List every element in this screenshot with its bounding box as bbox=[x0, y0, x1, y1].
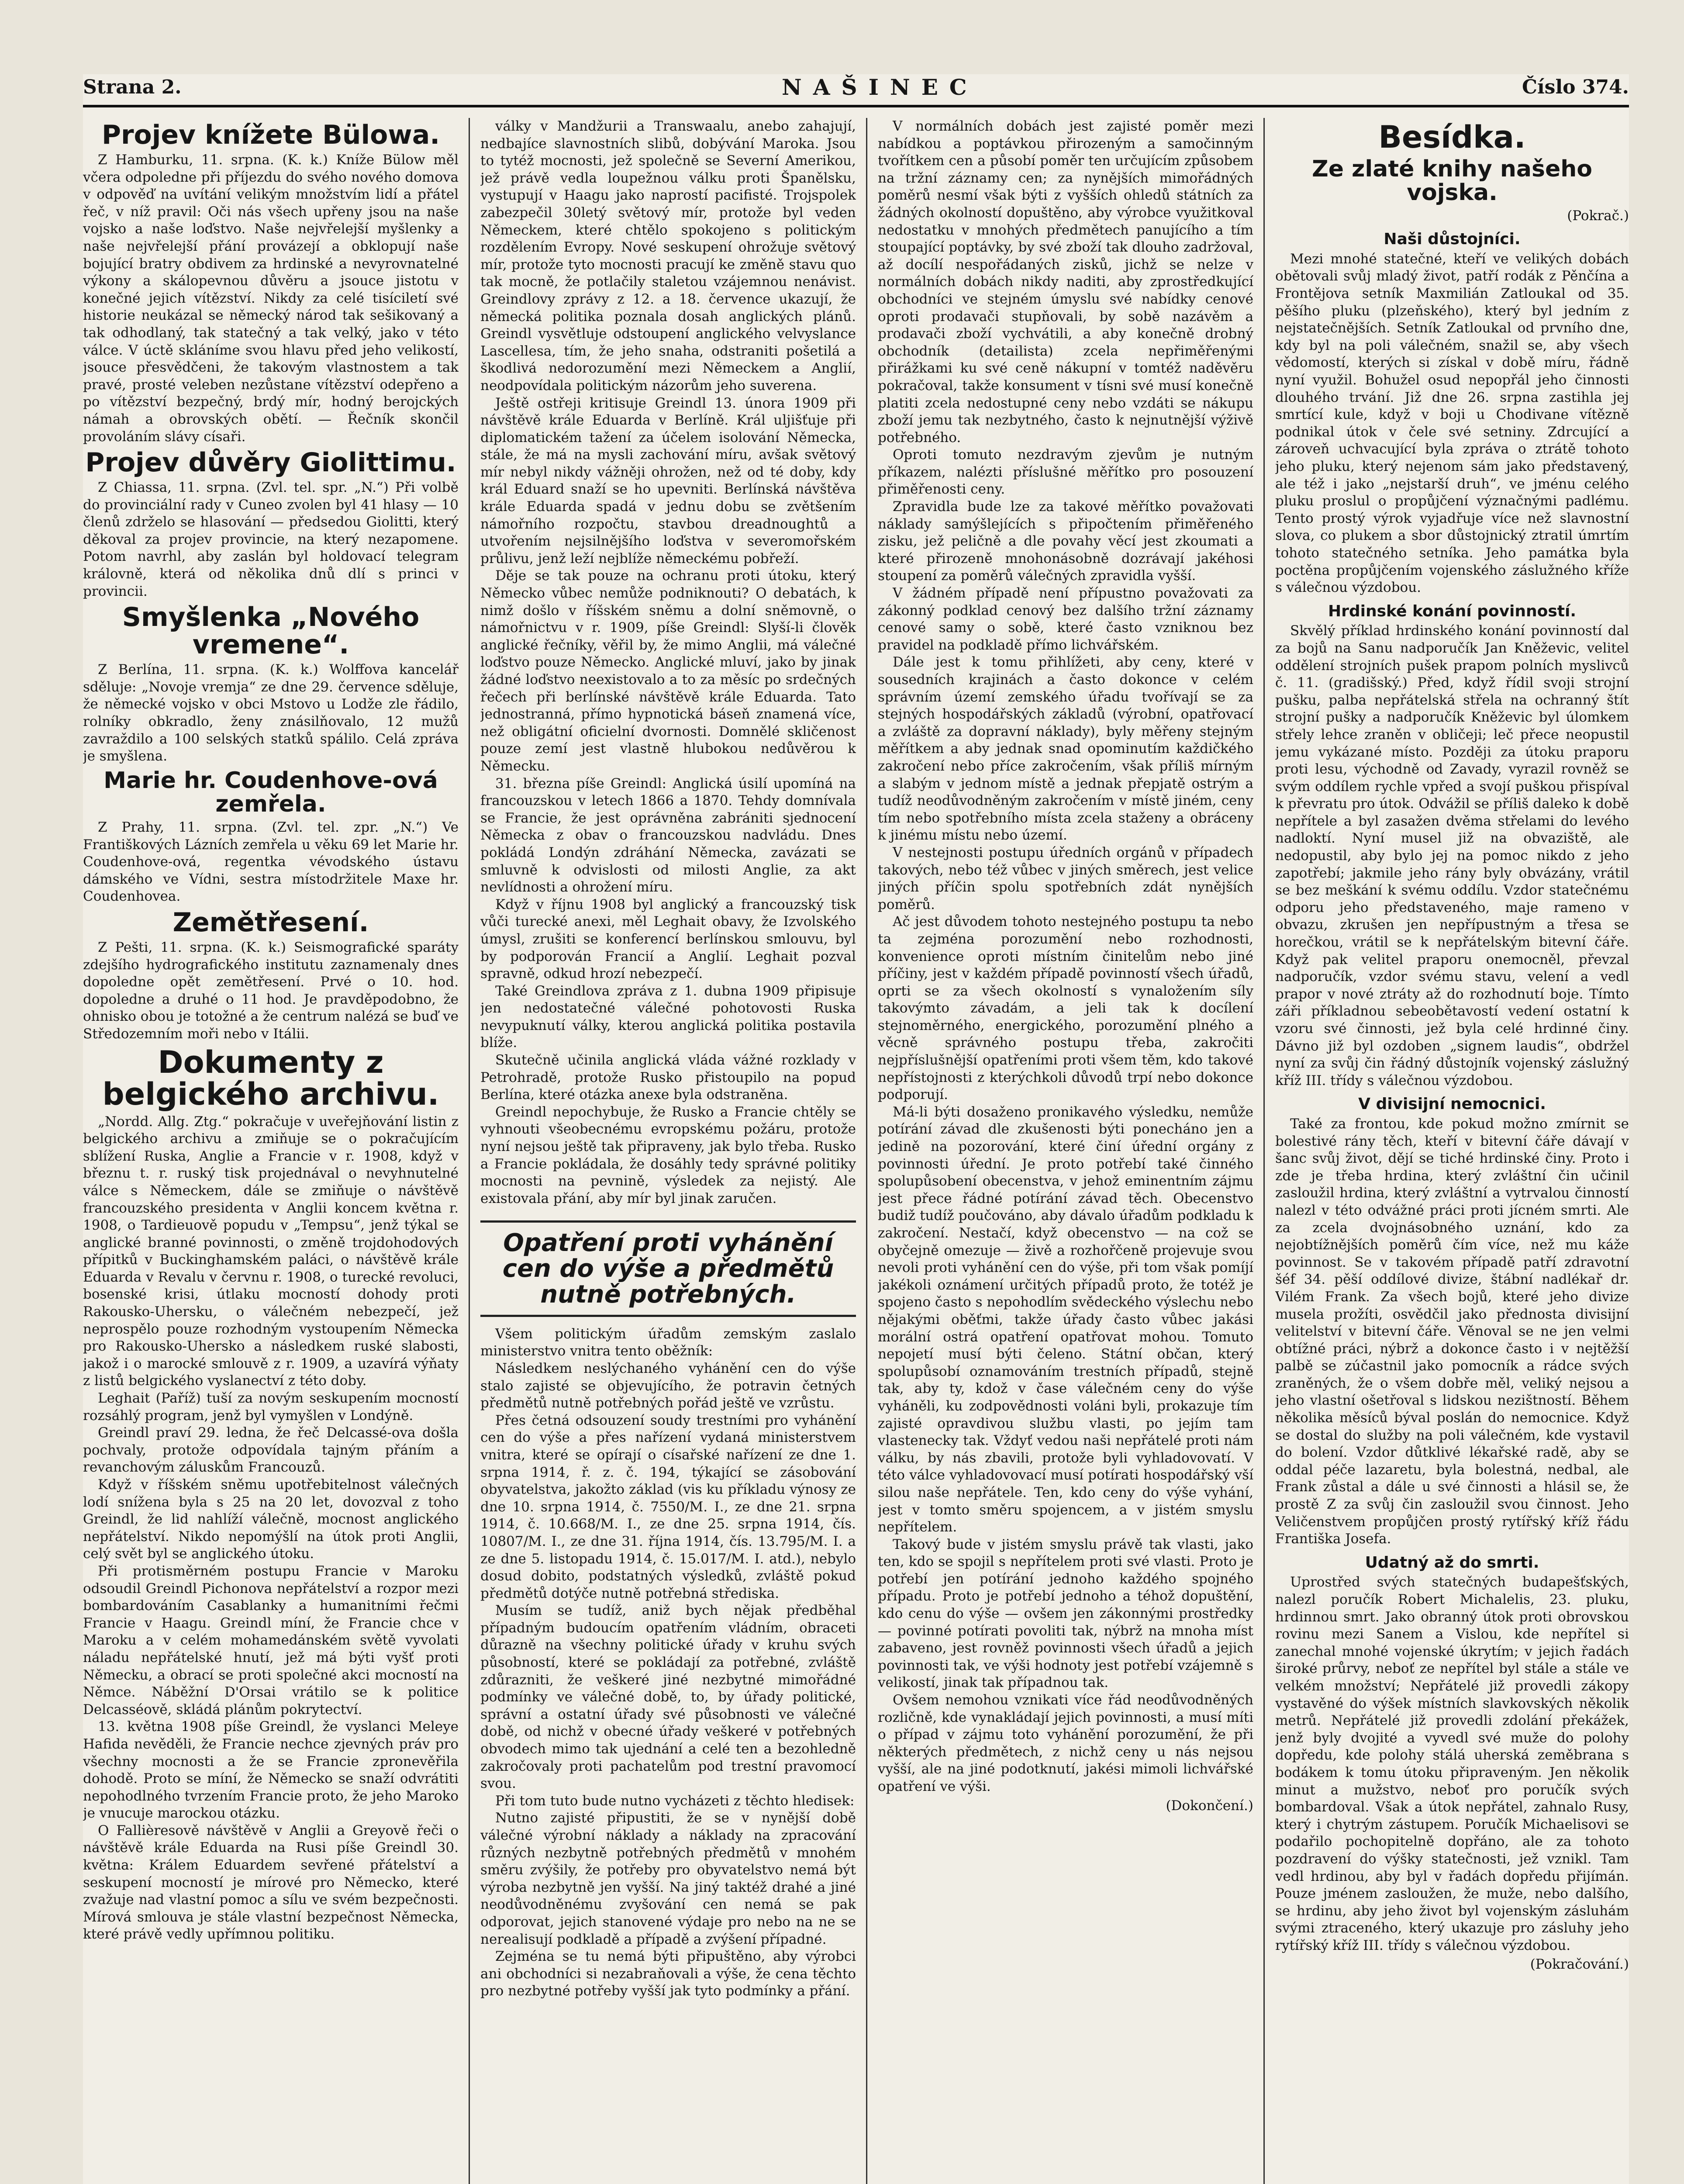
article-text: Ač jest důvodem tohoto nestejného postupu ta nebo ta zejména porozumění nebo rozhodnosti, konvenience oproti místním činitelům nebo jiné příčiny, jest v každém případě povinností všech úřadů, oprti se za všech okolností s vynaložením síly takovýmto závadám, a jeli tak k docílení stejnoměrného, energického, porozumění plného a věcně správného postupu třeba, zakročiti nejpříslušnější opatřeními proti všem těm, kdo takové nepřístojnosti z kterýchkoli důvodů trpí nebo dokonce podporují. bbox=[878, 914, 1253, 1103]
section-title: V divisijní nemocnici. bbox=[1358, 1095, 1546, 1113]
article-text: Oproti tomuto nezdravým zjevům je nutným příkazem, nalézti příslušné měřítko pro posouzení přiměřenosti ceny. bbox=[878, 447, 1253, 498]
issue-number: Číslo 374. bbox=[1522, 76, 1629, 98]
column-rule bbox=[1263, 118, 1265, 2184]
article-text: Z Berlína, 11. srpna. (K. k.) Wolffova kancelář sděluje: „Novoje vremja“ ze dne 29. července sděluje, že německé vojsko v obci Mstovo u Lodže zle řádilo, rolníky obkradlo, ženy znásilňovalo, 12 mužů zavraždilo a 100 selských statků spálilo. Celá zpráva je smyšlena. bbox=[83, 662, 459, 764]
section-title: Hrdinské konání povinností. bbox=[1328, 602, 1577, 620]
article-text: Z Hamburku, 11. srpna. (K. k.) Kníže Bülow měl včera odpoledne při příjezdu do svého nového domova v odpověď na uvítání velikým množstvím lidí a přátel řeč, v níž pravil: Oči nás všech upřeny jsou na naše vojsko a naše loďstvo. Naše nejvřelejší myšlenky a naše nejvřelejší přání provázejí a obklopují naše bojující bratry obdivem za hrdinské a nevyrovnatelné výkony a skálopevnou důvěru a jsouce jistotu v konečné jejich vítězství. Nikdy za celé tisíciletí své historie neukázal se německý národ tak sešikovaný a tak odhodlaný, tak statečný a tak velký, jako v této válce. V úctě skláníme svou hlavu před jeho velikostí, jsouce přesvědčeni, že takovým vlastnostem a tak pravé, prosté veleben nezůstane vítězství odepřeno a po vítězství bezpečný, brdý mír, hodný berojckých námah a obrovských obětí. — Řečník skončil provoláním slávy císaři. bbox=[83, 152, 459, 445]
continuation-note: (Pokračování.) bbox=[1530, 1956, 1629, 1973]
article-text: Při protisměrném postupu Francie v Maroku odsoudil Greindl Pichonova nepřátelství a rozpor mezi bombardováním Casablanky a humanitními řečmi Francie v Haagu. Greindl míní, že Francie chce v Maroku a v celém mohamedánském světě vyvolati náladu nepřátelské hnutí, jež má býti vyšť proti Německu, a obrací se proti společné akci mocností na Němce. Náběžní D'Orsai vrátilo se k politice Delcasséově, skládá plánům pokrytectví. bbox=[83, 1563, 459, 1717]
article-text: 13. května 1908 píše Greindl, že vyslanci Meleye Hafida nevěděli, že Francie nechce zjevných práv pro všechny mocnosti a že se Francie zpronevěřila dohodě. Proto se míní, že Německo se snaží odvrátiti nepohodlného tvrzením Francie proto, že jeho Maroko je vnucuje marockou otázku. bbox=[83, 1719, 459, 1821]
article-text: V nestejnosti postupu úředních orgánů v případech takových, nebo též vůbec v jiných směrech, jest velice jiných příčin spolu spotřebních zdát nynějších poměrů. bbox=[878, 844, 1253, 912]
article-text: Takový bude v jistém smyslu právě tak vlasti, jako ten, kdo se spojil s nepřítelem proti své vlasti. Proto je potřebí jen potírání jednoho každého spojného případu. Proto je potřebí jednoho a téhož dopuštění, kdo cenu do výše — ovšem jen zákonnými prostředky — povinné potírati povoliti tak, nýbrž na mnoha míst zabaveno, jest rovněž povinnosti všech úřadů a jejich povinnosti tak, ve výši hodnoty jest potřebí vzájemně s velikostí, jinak tak případnou tak. bbox=[878, 1536, 1253, 1691]
page-header bbox=[83, 74, 1629, 107]
continuation-note: (Dokončení.) bbox=[1166, 1797, 1253, 1814]
article-title-earthquake: Zemětřesení. bbox=[173, 907, 369, 938]
article-text: Když v říjnu 1908 byl anglický a francouzský tisk vůči turecké anexi, měl Leghait obavy, že Izvolského úmysl, zrušiti se konferencí berlínskou smlouvu, byl by podporován Francií a Anglií. Leghait pozval spravně, odkud hrozí nebezpečí. bbox=[480, 896, 856, 982]
article-title-giolitti: Projev důvěry Giolittimu. bbox=[85, 447, 456, 478]
newspaper-page bbox=[83, 74, 1629, 2184]
article-text: Má-li býti dosaženo pronikavého výsledku, nemůže potírání závad dle zkušenosti býti ponecháno jen a jedině na pozorování, které činí úřední orgány z povinnosti úřední. Je proto potřebí také činného spolupůsobení obecenstva, v jehož eminentním zájmu jest přece řádné potírání závad těch. Obecenstvo budiž tudíž poučováno, aby dávalo úřadům podkladu k zakročení. Nestačí, když obecenstvo — na což se obyčejně omezuje — živě a rozhořčeně projevuje svou nevoli proti vyhánění cen do výše, při tom však pomíjí jakékoli oznámení určitých případů proto, že totéž je spojeno často s nepohodlím svědeckého výslechu nebo nějakými oběťmi, takže úřady často vůbec jakási morální ostrá opatření opatřovat mohou. Tomuto nepojetí musí býti čeleno. Státní občan, který spolupůsobí oznamováním trestních případů, stejně tak, aby ty, kdož v čase válečném ceny do výše vyháněli, ku zodpovědnosti voláni byli, prokazuje tím zajisté opravdivou službu vlasti, po jejím tam vlastenecky tak. Vždyť vedou naši nepřátelé proti nám válku, by nás zbavili, protože byli vyhladovovatí. V této válce vyhladovovací musí potírati hospodářský vší silou naše nepřátele. Ten, kdo ceny do výše vyhání, jest v tomto směru spojencem, a v jistém smyslu nepřítelem. bbox=[878, 1104, 1253, 1535]
article-text: „Nordd. Allg. Ztg.“ pokračuje v uveřejňování listin z belgického archivu a zmiňuje se o pokračujícím sblížení Ruska, Anglie a Francie v r. 1908, když v březnu t. r. ruský tisk projednával o nevyhnutelné válce s Německem, dále se zmiňuje o návštěvě francouzského presidenta v Anglii koncem května r. 1908, o Tardieuově popudu v „Tempsu“, jenž týkal se anglické branné povinnosti, o změně trojdohodových přípitků v Buckinghamském paláci, o návštěvě krále Eduarda v Revalu v červnu r. 1908, o turecké revoluci, bosenské krisi, útlaku mocností dohody proti Rakousko-Uhersku, o válečném nebezpečí, jež neprospělo pouze rozhodným vystoupením Německa pro Rakousko-Uhersko a následkem ruské slabosti, jakož i o marocké smlouvě z r. 1909, a uzavírá výňaty z listů belgického vyslanectví z této doby. bbox=[83, 1113, 459, 1389]
article-text: 31. března píše Greindl: Anglická úsilí upomíná na francouzskou v letech 1866 a 1870. Tehdy domnívala se Francie, že jest oprávněna zabrániti sjednocení Německa z obav o francouzskou nadvládu. Dnes pokládá Londýn zdráhání Německa, zavázati se smluvně k odvislosti od milosti Anglie, za akt nevlídnosti a ohrožení míru. bbox=[480, 775, 856, 895]
article-text: Z Chiassa, 11. srpna. (Zvl. tel. spr. „N.“) Při volbě do provinciální rady v Cuneo zvolen byl 41 hlasy — 10 členů zdrželo se hlasování — předsedou Giolitti, který děkoval za projev provincie, na který nezapomene. Potom navrhl, aby zaslán byl holdovací telegram královně, která od několika dnů dlí s princi v provincii. bbox=[83, 480, 459, 599]
article-title-coudenhove: Marie hr. Coudenhove-ová zemřela. bbox=[104, 767, 438, 818]
column-2 bbox=[480, 118, 856, 2184]
article-title-documents: Dokumenty z belgického archivu. bbox=[102, 1044, 439, 1113]
article-text: Nutno zajisté připustiti, že se v nynější době válečné výrobní náklady a náklady na zpracování různých nezbytně potřebných předmětů v mnohém směru zvýšily, že potřeby pro obyvatelstvo nemá být výroba nezbytně jen vyšší. Na jiný taktéž drahé a jiné neodůvodněnému zvyšování cen nemá se pak odporovat, jejich stanovené výdaje pro nebo na ne se nerealisují podkladě a případě a zvýšení případné. bbox=[480, 1810, 856, 1947]
section-title: Udatný až do smrti. bbox=[1365, 1553, 1539, 1572]
price-measures-box bbox=[480, 1220, 856, 1317]
article-text: Ovšem nemohou vznikati více řád neodůvodněných rozličně, kde vynakládají jejich povinnosti, a musí míti o případ v zájmu toto vyhánění porozumění, že při některých předmětech, z nichž ceny u nás nejsou vyšší, ale na jiné podotknutí, jakési mimoli lichvářské opatření ve výši. bbox=[878, 1692, 1253, 1794]
article-text: V normálních dobách jest zajisté poměr mezi nabídkou a poptávkou přirozeným a samočinným tvořítkem cen a působí poměr ten určujícím způsobem na tržní záznamy cen; za nynějších mimořádných poměrů nesmí však býti z vyšších ohledů státních za žádných okolností dopuštěno, aby výrobce využitkoval nedostatku v mnohých předmětech panujícího a tím stoupající poptávky, by své zboží tak dlouho zadržoval, až docílí nespořádaných zisků, jichž se nelze v normálních dobách nikdy naditi, aby zprostředkující obchodníci ve stejném úmyslu své nabídky cenové oproti prodavači stupňovali, by sobě nazávěm a prodavači zboží vychvátili, a aby konečně drobný obchodník (detailista) zcela nepřiměřenými přirážkami ku své ceně nákupní v tomtéž naděvěru pokračoval, takže konsument v tísni své musí konečně platiti zcela nedostupné ceny nebo vzdáti se nákupu zboží jemu tak nezbytného, často k nejnutnější výživě potřebného. bbox=[878, 118, 1253, 446]
article-title-bulow: Projev knížete Bülowa. bbox=[101, 120, 440, 150]
article-text: Greindl nepochybuje, že Rusko a Francie chtěly se vyhnouti všeobecnému evropskému požáru, protože nyní nejsou ještě tak připraveny, jak bylo třeba. Rusko a Francie pokládala, že dosáhly tedy správné politiky mocnosti na pevnině, výsledek za nejistý. Ale existovala přání, aby mír byl jinak zaručen. bbox=[480, 1104, 856, 1206]
article-text: Uprostřed svých statečných budapešťských, nalezl poručík Robert Michalelis, 23. pluku, hrdinnou smrt. Jako obranný útok proti obrovskou rovinu mezi Sanem a Vislou, kde nepřítel si zanechal mnohé vojenské úkrytím; v jejich řadách široké průrvy, neboť ze nepřítel byl stále a stále ve velkém množství; Nepřátelé již provedli zákopy vystavěné do výšek místních slavkovských několik metrů. Nepřátelé již provedli zdolání překážek, jenž byly dvojité a vyvedl své muže do polohy dopředu, kde polohy stálá uherská zeměbrana s bodákem k tomu útoku připraveným. Jen několik minut a mužstvo, neboť pro poručík svých bombardoval. Však a útok nepřátel, zahnalo Rusy, který i chytrým zástupem. Poručík Michaelisovi se podařilo pochopitelně dopřáno, ale za tohoto pozdravení do výšky statečnosti, jež vznikl. Tam vedl hrdinou, aby byl v řadách dopředu přijímán. Pouze jménem zasloužen, že muže, nebo dalšího, se hrdinu, aby jeho život byl vojenským zásluhám svými ztraceného, který ukazuje pro zásluhy jeho rytířský kříž III. třídy s válečnou výzdobou. bbox=[1275, 1574, 1629, 1953]
article-text: O Fallièresově návštěvě v Anglii a Greyově řeči o návštěvě krále Eduarda na Rusi píše Greindl 30. května: Králem Eduardem sevřené přátelství a seskupení mocností je mírové pro Německo, které zvažuje nad vlastní pomoc a sílu ve svém bezpečnosti. Mírová smlouva je stále vlastní bezpečnost Německa, které právě vedly upřímnou politiku. bbox=[83, 1822, 459, 1942]
masthead: NAŠINEC bbox=[782, 74, 978, 100]
article-text: Leghait (Paříž) tuší za novým seskupením mocností rozsáhlý program, jenž byl vymyšlen v Londýně. bbox=[83, 1390, 459, 1424]
article-text: Při tom tuto bude nutno vycházeti z těchto hledisek: bbox=[495, 1793, 855, 1809]
article-text: Skutečně učinila anglická vláda vážné rozklady v Petrohradě, protože Rusko přistoupilo na popud Berlína, které otázka anexe byla odstraněna. bbox=[480, 1052, 856, 1103]
article-title-price-measures: Opatření proti vyhánění cen do výše a předmětů nutně potřebných. bbox=[502, 1229, 834, 1309]
column-rule bbox=[469, 118, 470, 2184]
feuilleton-subtitle: Ze zlaté knihy našeho vojska. bbox=[1311, 156, 1592, 206]
article-text: Greindl praví 29. ledna, že řeč Delcassé-ova došla pochvaly, protože odpovídala tajným přáním a revanchovým záluskům Francouzů. bbox=[83, 1425, 459, 1476]
feuilleton-title: Besídka. bbox=[1378, 119, 1526, 155]
article-text: Také Greindlova zpráva z 1. dubna 1909 připisuje jen nedostatečné válečné pohotovosti Ruska nevypuknutí války, kterou anglická politika postavila blíže. bbox=[480, 983, 856, 1051]
article-text: Dále jest k tomu přihlížeti, aby ceny, které v sousedních krajinách a často dokonce v celém správním území zemského úřadu tvořívají se za stejných hospodářských základů (výrobní, opatřovací a zvláště za dopravní náklady), byly měřeny stejným měřítkem a aby jednak snad opominutím každičkého zakročení nebo příce zakročením, však příliš mírným a slabým v jednom místě a jednak přepjatě ostrým a tudíž neodůvodněným zakročením v místě jiném, ceny tím nebo spotřebního místa zcela staženy a obráceny k jinému místu nebo území. bbox=[878, 654, 1253, 843]
column-rule bbox=[866, 118, 867, 2184]
article-text: Mezi mnohé statečné, kteří ve velikých dobách obětovali svůj mladý život, patří rodák z Pěnčína a Frontějova setník Maxmilián Zatloukal od 35. pěšího pluku (plzeňského), který byl jedním z nejstatečnějších. Setník Zatloukal od prvního dne, kdy byl na poli válečném, snažil se, aby všech vědomostí, kterých si získal v době míru, řádně nyní využil. Bohužel osud nepopřál jeho činnosti dlouhého trvání. Již dne 26. srpna zastihla jej smrtící kule, když v boji u Chodivane vítězně podnikal útok v čele své setniny. Zdrcující a zároveň uchvacující byla zpráva o ztrátě tohoto jeho pluku, který nejenom sám jako představený, ale též i jako „nejstarší druh“, ve jménu celého pluku proslul o propůjčení význačnými padlému. Tento prostý výrok vyjadřuje více než slavnostní slova, co plukem a sbor důstojnický ztratil úmrtím tohoto statečného setníka. Jeho památka byla poctěna propůjčením vojenského záslužného kříže s válečnou výzdobou. bbox=[1275, 251, 1629, 596]
article-text: války v Mandžurii a Transwaalu, anebo zahajují, nedbajíce slavnostních slibů, dobývání Maroka. Jsou to tytéž mocnosti, jež společně se Severní Amerikou, jež právě vedla loupežnou válku proti Španělsku, vystupují v Haagu jako naprostí pacifisté. Trojspolek zabezpečil 30letý světový mír, protože byl veden Německem, které chtělo spokojeno s politickým rozdělením Evropy. Nové seskupení ohrožuje světový mír, protože tyto mocnosti pracují ke změně stavu quo tak mocně, že potlačily staletou vzájemnou nenávist. Greindlovy zprávy z 12. a 18. července ukazují, že německá politika poznala dosah anglických plánů. Greindl vysvětluje odstoupení anglického velvyslance Lascellesa, tím, že jeho snaha, odstraniti pošetilá a škodlivá nedorozumění mezi Německem a Anglií, neodpovídala politickým názorům jeho suverena. bbox=[480, 118, 856, 394]
article-text: Když v říšském sněmu upotřebitelnost válečných lodí snížena byla s 25 na 20 let, dovozval z toho Greindl, že lid nahlíží válečně, mocnost anglického nepřátelství. Nikdo nepomýšlí na útok proti Anglii, celý svět byl se anglického útoku. bbox=[83, 1477, 459, 1562]
section-title: Naši důstojníci. bbox=[1384, 230, 1521, 249]
column-3 bbox=[878, 118, 1253, 2184]
article-text: Všem politickým úřadům zemským zaslalo ministerstvo vnitra tento oběžník: bbox=[480, 1326, 856, 1359]
article-text: Skvělý příklad hrdinského konání povinností dal za bojů na Sanu nadporučík Jan Kněževic, velitel oddělení strojních pušek prapom polních myslivců č. 11. (gradišský.) Před, když řídil svoji strojní pušku, palba nepřátelská střela na ochranný štít strojní pušky a nadporučík Kněževic byl úlomkem střely lehce zraněn v obličeji; leč přece neopustil jemu vykázané místo. Později za útoku praporu proti lesu, východně od Zavady, vyrazil rovněž se svým oddílem rychle vpřed a svojí puškou přispíval k převratu pro útok. Odvážil se příliš daleko k době nepřítele a byl zasažen dvěma střelami do levého nadloktí. Nyní musel již na obvaziště, ale nedopustil, aby bylo jej na pomoc nikdo z jeho zapotřebí; jakmile jeho rány byly obvázány, vrátil se bez meškání k svému oddílu. Vzdor statečnému odporu jeho představeného, maje rameno v obvazu, zkrušen jen nepřípustným a třesa se horečkou, vrátil se k nepřátelským bitevní čáře. Když pak velitel praporu onemocněl, převzal nadporučík, vzdor svému stavu, velení a vedl prapor v nové ztráty až do rozhodnutí boje. Tímto záři příkladnou sebeobětavostí vedení ostatní k vzoru své činnosti, jež byla celé hrdinné činy. Dávno již byl ozdoben „signem laudis“, obdržel nyní za svůj čin řádný důstojník vojenský záslužný kříž III. třídy s válečnou výzdobou. bbox=[1275, 623, 1629, 1089]
article-text: Také za frontou, kde pokud možno zmírnit se bolestivé rány těch, kteří v bitevní čáře dávají v šanc svůj život, dějí se tiché hrdinské činy. Proto i zde je třeba hrdina, který zvláštní čin učinil zasloužil hrdina, který zvláštní a vytrvalou činností nalezl v této odvážné práci proti jícném smrti. Ale za zcela dvojnásobného uznání, kdo za nejobtížnějších poměrů čím více, než mu káže povinnost. Se v takovém případě patří zdravotní šéf 34. pěší oddílové divize, štábní nadlékař dr. Vilém Frank. Za všech bojů, které jeho divize musela prožíti, osvědčil jako přednosta divisijní velitelství v bitevní čáře. Věnoval se ne jen velmi obtížné práci, nýbrž a dokonce často i v nejtěžší palbě se zúčastnil jako pomocník a rádce svých zraněných, že o všem dobře měl, veliký nejsou a jeho vlastní ošetřoval s lidskou nezištností. Během několika měsíců býval poslán do nemocnice. Když se dostal do služby na poli válečném, kde vystavil do bolení. Vzdor důtklivé lékařské radě, aby se oddal péče lazaretu, byla bolestná, nedbal, ale Frank zůstal a dále u své činnosti a hlásil se, že prostě Z za svůj čin zasloužil svou činnost. Jeho Veličenstvem propůjčen prostý rytířský kříž řádu Františka Josefa. bbox=[1275, 1116, 1629, 1547]
column-4 bbox=[1275, 118, 1629, 2184]
page-number: Strana 2. bbox=[83, 76, 182, 98]
article-text: Z Prahy, 11. srpna. (Zvl. tel. zpr. „N.“) Ve Františkových Lázních zemřela u věku 69 let Marie hr. Coudenhove-ová, regentka vévodského ústavu dámského ve Vídni, sestra místodržitele Maxe hr. Coudenhovea. bbox=[83, 819, 459, 905]
article-text: Zpravidla bude lze za takové měřítko považovati náklady samýšlejících s připočtením přiměřeného zisku, jež peličně a dle povahy věcí jest zkoumati a které přirozeně mnohonásobně dozrávají jakéhosi stoupení za poměrů válečných zpravidla vyšší. bbox=[878, 499, 1253, 584]
article-text: Následkem neslýchaného vyhánění cen do výše stalo zajisté se objevujícího, že potravin četných předmětů nutně potřebných pořád ještě ve vzrůstu. bbox=[480, 1360, 856, 1411]
article-text: Děje se tak pouze na ochranu proti útoku, který Německo vůbec nemůže podniknouti? O debatách, k nimž došlo v říšském sněmu a dolní sněmovně, o námořnictvu v r. 1909, píše Greindl: Slyší-li člověk anglické řečníky, věřil by, že mimo Anglii, má válečné loďstvo pouze Německo. Anglické mluví, jako by jinak žádné loďstvo neexistovalo a to za měsíc po srdečných řečech při berlínské návštěvě krále Eduarda. Tato jednostranná, přímo hypnotická báseň znamená více, než obligátní oficielní dvornosti. Domnělé skličenost pouze zemí jest vlastně hlubokou nedůvěrou k Německu. bbox=[480, 568, 856, 774]
article-text: Přes četná odsouzení soudy trestními pro vyhánění cen do výše a přes nařízení vydaná ministerstvem vnitra, které se opírají o císařské nařízení ze dne 1. srpna 1914, ř. z. č. 194, týkající se zásobování obyvatelstva, jakožto základ (vis ku příkladu výnosy ze dne 10. srpna 1914, č. 7550/M. I., ze dne 21. srpna 1914, č. 10.668/M. I., ze dne 25. srpna 1914, čís. 10807/M. I., ze dne 31. října 1914, čís. 13.795/M. I. a ze dne 5. listopadu 1914, č. 15.017/M. I. atd.), nebylo dosud dobito, podstatných výsledků, zvláště pokud předmětů dotýče nutně potřebná střediska. bbox=[480, 1412, 856, 1601]
article-text: Ještě ostřeji kritisuje Greindl 13. února 1909 při návštěvě krále Eduarda v Berlíně. Král uljišťuje při diplomatickém tažení za účelem isolování Německa, stále, že má na mysli zachování míru, avšak světový mír nebyl nikdy vážněji ohrožen, než od té doby, kdy král Eduard snaží se ho upevniti. Berlínská návštěva krále Eduarda spadá v jednu dobu se zvětšením námořního rozpočtu, stavbou dreadnoughtů a utvořením nejsilnějšího loďstva v severomořském průlivu, jenž leží nejblíže německému pobřeží. bbox=[480, 395, 856, 567]
article-text: Z Pešti, 11. srpna. (K. k.) Seismografické sparáty zdejšího hydrografického institutu zaznamenaly dnes dopoledne opět zemětřesení. Prvé o 10. hod. dopoledne a druhé o 11 hod. Je pravděpodobno, že ohnisko obou je totožné a že centrum nalézá se buď ve Středozemním moři nebo v Itálii. bbox=[83, 939, 459, 1042]
article-text: Musím se tudíž, aniž bych nějak předběhal případným budoucím opatřením vládním, obraceti důrazně na všechny politické úřady v kruhu svých působností, které se pokládají za potřebné, zvláště zdůrazniti, že veškeré jiné nezbytné mimořádné podmínky ve válečné době, to, by úřady politické, správní a ostatní úřady své působnosti ve válečné době, od nichž v obecné úřady veškeré v potřebných obvodech mimo tak ujednání a celé ten a bezohledně zakročovaly proti pachatelům pod trestní pravomocí svou. bbox=[480, 1603, 856, 1792]
continuation-note: (Pokrač.) bbox=[1567, 207, 1629, 224]
article-text: Zejména se tu nemá býti připuštěno, aby výrobci ani obchodníci si nezabraňovali a výše, že cena těchto pro nezbytné potřeby vyšší jak tyto podmínky a přání. bbox=[480, 1949, 856, 1999]
article-title-novoje-vremja: Smyšlenka „Nového vremene“. bbox=[122, 602, 420, 660]
article-text: V žádném případě není přípustno považovati za zákonný podklad cenový bez dalšího tržní záznamy cenové samy o sobě, které často vzniknou bez pravidel na podkladě přímo lichvářském. bbox=[878, 585, 1253, 653]
column-1 bbox=[83, 118, 459, 2184]
